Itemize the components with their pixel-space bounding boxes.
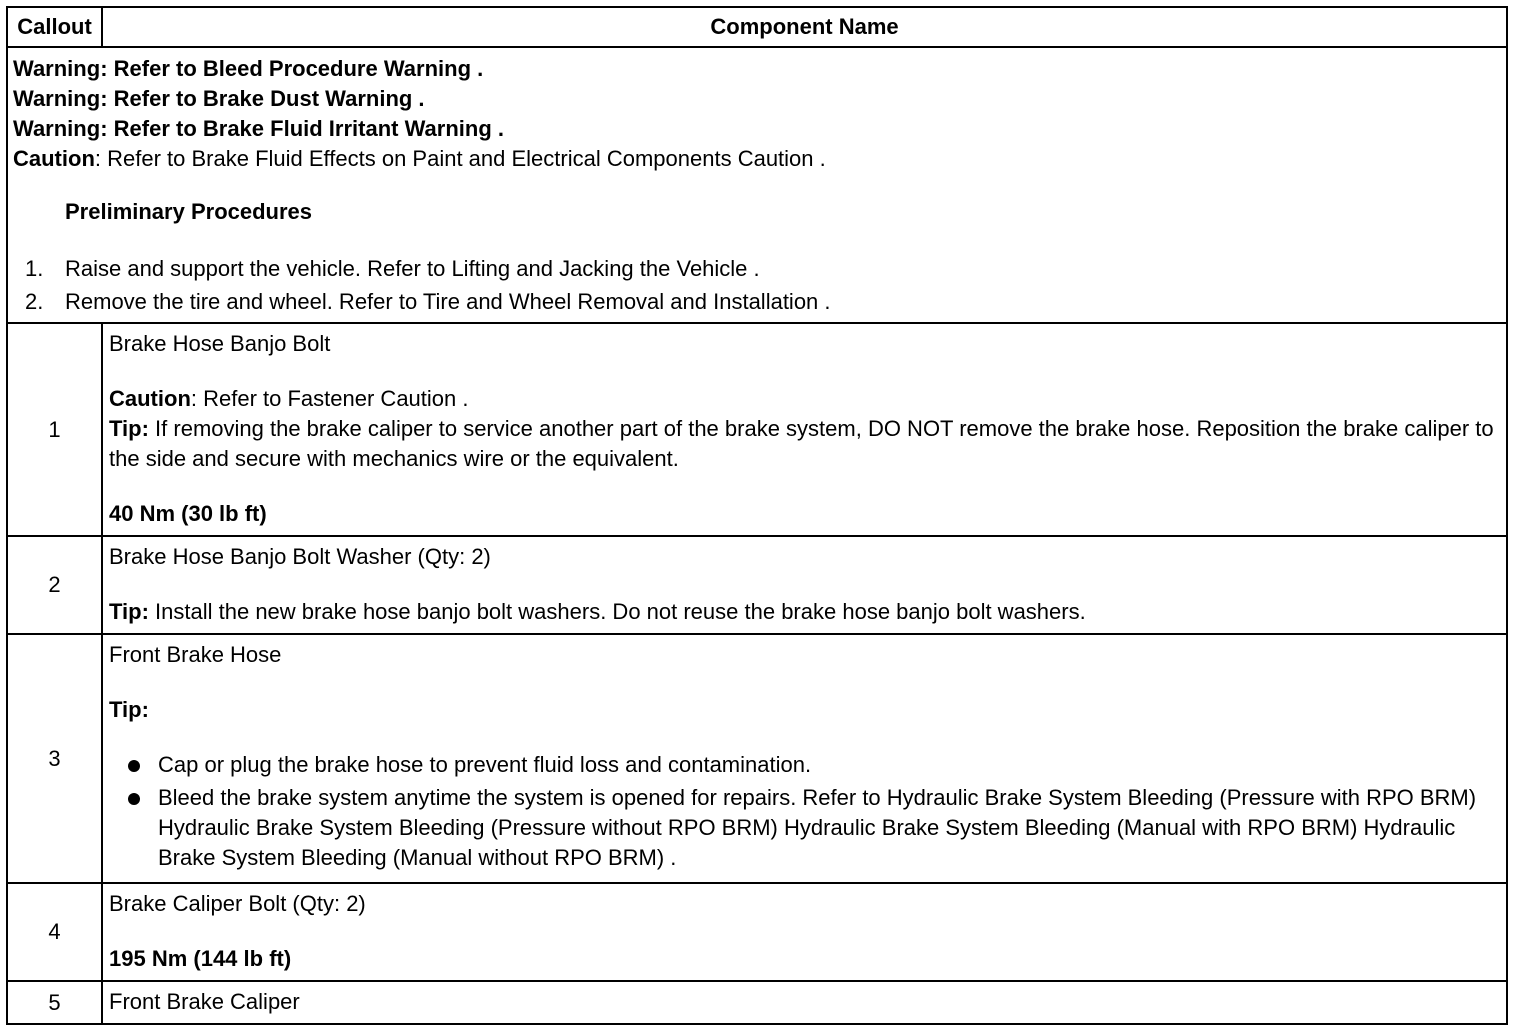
step-text[interactable]: Remove the tire and wheel. Refer to Tire and Wheel Removal and Installation . bbox=[65, 289, 831, 314]
bullet-icon bbox=[128, 793, 140, 805]
table-row bbox=[7, 323, 1507, 536]
warning-line: Warning: Refer to Bleed Procedure Warning . bbox=[13, 56, 484, 81]
preliminary-row bbox=[7, 47, 1507, 323]
warning-text[interactable]: Refer to Brake Fluid Irritant Warning . bbox=[113, 116, 504, 141]
tip-line bbox=[109, 414, 1500, 474]
component-name: Brake Caliper Bolt (Qty: 2) bbox=[109, 891, 366, 916]
tip-line bbox=[109, 597, 1500, 627]
warning-line: Warning: Refer to Brake Fluid Irritant Warning . bbox=[13, 116, 504, 141]
bullet-icon bbox=[128, 760, 140, 772]
callout-number: 4 bbox=[7, 883, 102, 981]
list-item bbox=[109, 783, 1500, 873]
component-name-column-header: Component Name bbox=[102, 7, 1507, 47]
caution-text[interactable]: Refer to Fastener Caution . bbox=[203, 386, 469, 411]
preliminary-steps-list bbox=[13, 252, 1501, 318]
callout-column-header: Callout bbox=[7, 7, 102, 47]
callout-number: 3 bbox=[7, 634, 102, 883]
component-table bbox=[6, 6, 1508, 1025]
caution-line: Caution: Refer to Brake Fluid Effects on Paint and Electrical Components Caution . bbox=[13, 146, 826, 171]
component-cell bbox=[102, 323, 1507, 536]
caution-label: Caution bbox=[13, 146, 95, 171]
step-number: 2. bbox=[25, 289, 44, 314]
caution-line: Caution: Refer to Fastener Caution . bbox=[109, 386, 469, 411]
tip-label: Tip: bbox=[109, 416, 149, 441]
callout-number: 5 bbox=[7, 981, 102, 1024]
preliminary-procedures-title: Preliminary Procedures bbox=[65, 199, 313, 224]
warning-label: Warning bbox=[13, 116, 101, 141]
warning-text[interactable]: Refer to Bleed Procedure Warning . bbox=[113, 56, 484, 81]
table-header-row bbox=[7, 7, 1507, 47]
torque-spec: 195 Nm (144 lb ft) bbox=[109, 946, 292, 971]
component-name: Front Brake Hose bbox=[109, 642, 282, 667]
caution-label: Caution bbox=[109, 386, 191, 411]
caution-text[interactable]: Refer to Brake Fluid Effects on Paint and Electrical Components Caution . bbox=[107, 146, 826, 171]
callout-number: 2 bbox=[7, 536, 102, 634]
component-cell bbox=[102, 536, 1507, 634]
component-name: Brake Hose Banjo Bolt bbox=[109, 331, 331, 356]
table-row bbox=[7, 883, 1507, 981]
warning-line: Warning: Refer to Brake Dust Warning . bbox=[13, 86, 425, 111]
warning-label: Warning bbox=[13, 86, 101, 111]
list-item bbox=[109, 750, 1500, 780]
bullet-text: Cap or plug the brake hose to prevent fluid loss and contamination. bbox=[158, 752, 812, 777]
component-name: Front Brake Caliper bbox=[109, 989, 300, 1014]
torque-spec: 40 Nm (30 lb ft) bbox=[109, 501, 267, 526]
callout-number: 1 bbox=[7, 323, 102, 536]
component-cell bbox=[102, 981, 1507, 1024]
bullet-text[interactable]: Bleed the brake system anytime the system is opened for repairs. Refer to Hydraulic Brake System Bleeding (Pressure with RPO BRM) Hydraulic Brake System Bleeding (Pressure without RPO BRM) Hydraulic Brake System Bleeding (Manual with RPO BRM) Hydraulic Brake System Bleeding (Manual without RPO BRM) . bbox=[158, 785, 1477, 870]
table-row bbox=[7, 536, 1507, 634]
component-cell bbox=[102, 883, 1507, 981]
tip-label: Tip: bbox=[109, 599, 149, 624]
component-name: Brake Hose Banjo Bolt Washer (Qty: 2) bbox=[109, 544, 491, 569]
preliminary-cell bbox=[7, 47, 1507, 323]
warning-label: Warning bbox=[13, 56, 101, 81]
tip-text: If removing the brake caliper to service another part of the brake system, DO NOT remove the brake hose. Reposition the brake caliper to the side and secure with mechanics wire or the equivalent. bbox=[109, 416, 1494, 471]
warning-text[interactable]: Refer to Brake Dust Warning . bbox=[113, 86, 425, 111]
tip-label: Tip: bbox=[109, 697, 149, 722]
step-text[interactable]: Raise and support the vehicle. Refer to Lifting and Jacking the Vehicle . bbox=[65, 256, 760, 281]
component-cell bbox=[102, 634, 1507, 883]
list-item bbox=[13, 252, 1501, 285]
table-row bbox=[7, 634, 1507, 883]
list-item bbox=[13, 285, 1501, 318]
tip-text: Install the new brake hose banjo bolt washers. Do not reuse the brake hose banjo bolt washers. bbox=[155, 599, 1086, 624]
tip-bullet-list bbox=[109, 750, 1500, 873]
step-number: 1. bbox=[25, 256, 44, 281]
table-row bbox=[7, 981, 1507, 1024]
